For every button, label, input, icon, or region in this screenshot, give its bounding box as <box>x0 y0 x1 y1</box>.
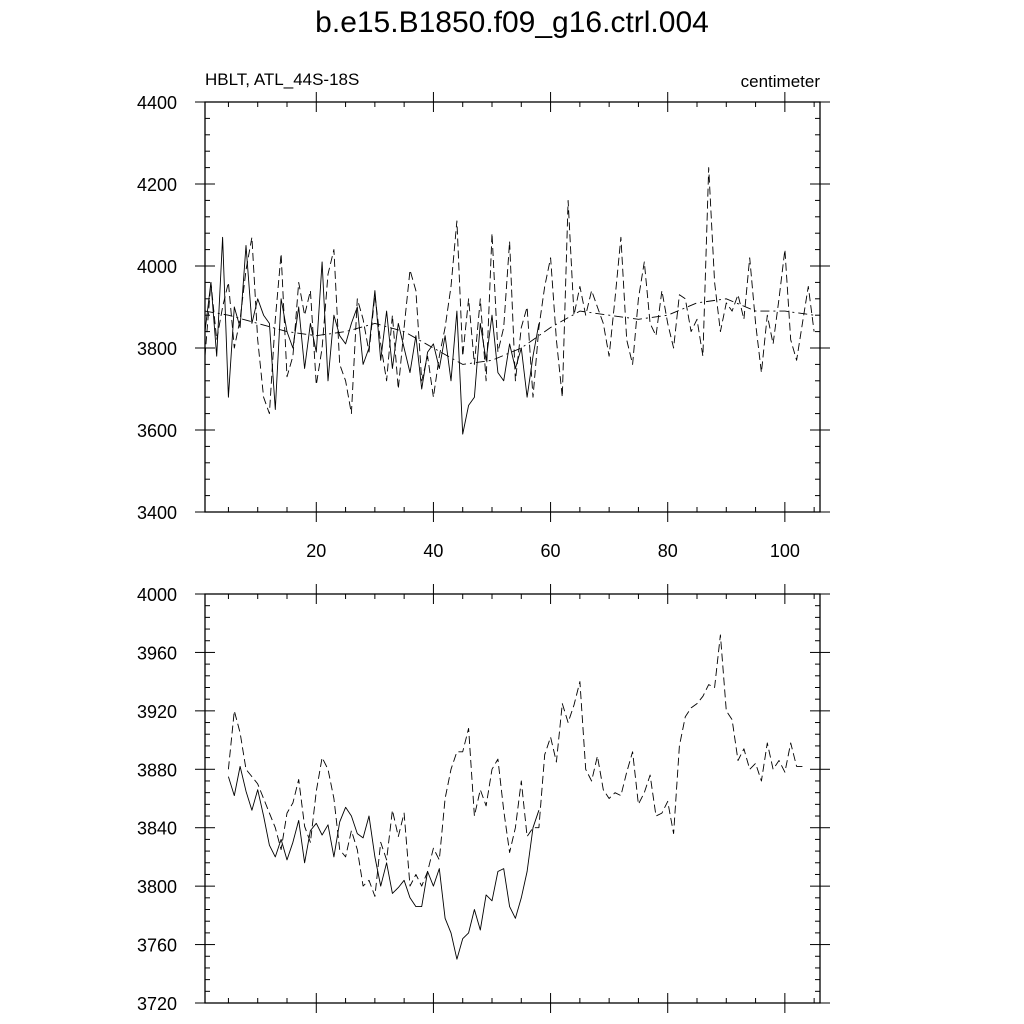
panel-2-y-tick-label: 3880 <box>136 760 177 781</box>
panel-1-x-tick-label: 80 <box>657 541 678 561</box>
panel-1-y-tick-label: 3800 <box>136 339 177 359</box>
panel-1-series-1-line <box>205 237 539 434</box>
panel-1-y-tick-label: 4200 <box>136 175 177 195</box>
panel-1-x-tick-label: 100 <box>769 541 800 561</box>
panel-2-y-tick-label: 3800 <box>136 877 177 898</box>
panel-2-series-2-line <box>228 635 802 897</box>
panel-2-y-tick-label: 3960 <box>136 643 177 664</box>
panel-2-y-tick-label: 3920 <box>136 701 177 722</box>
panel-1-left-label: HBLT, ATL_44S-18S <box>205 70 360 89</box>
panel-1-y-tick-label: 4000 <box>136 257 177 277</box>
panel-2-y-tick-label: 3720 <box>136 994 177 1014</box>
panel-2-y-tick-label: 3760 <box>136 935 177 956</box>
panel-1-y-tick-label: 3400 <box>136 503 177 523</box>
panel-2-y-tick-label: 3840 <box>136 818 177 839</box>
panel-1-y-tick-label: 3600 <box>136 421 177 441</box>
panel-2-y-tick-label: 4000 <box>136 585 177 605</box>
panel-1-x-tick-label: 40 <box>423 541 444 561</box>
panel-1-series-2-line <box>205 168 814 414</box>
panel-2-series-1-line <box>228 766 539 959</box>
panel-1-x-tick-label: 20 <box>306 541 327 561</box>
panel-1-y-tick-label: 4400 <box>136 93 177 113</box>
panel-2-plot-frame <box>205 594 820 1003</box>
panel-1-x-tick-label: 60 <box>540 541 561 561</box>
panel-1-series-3-line <box>205 299 814 365</box>
figure-title: b.e15.B1850.f09_g16.ctrl.004 <box>315 6 709 39</box>
panel-1-right-label: centimeter <box>740 72 820 91</box>
